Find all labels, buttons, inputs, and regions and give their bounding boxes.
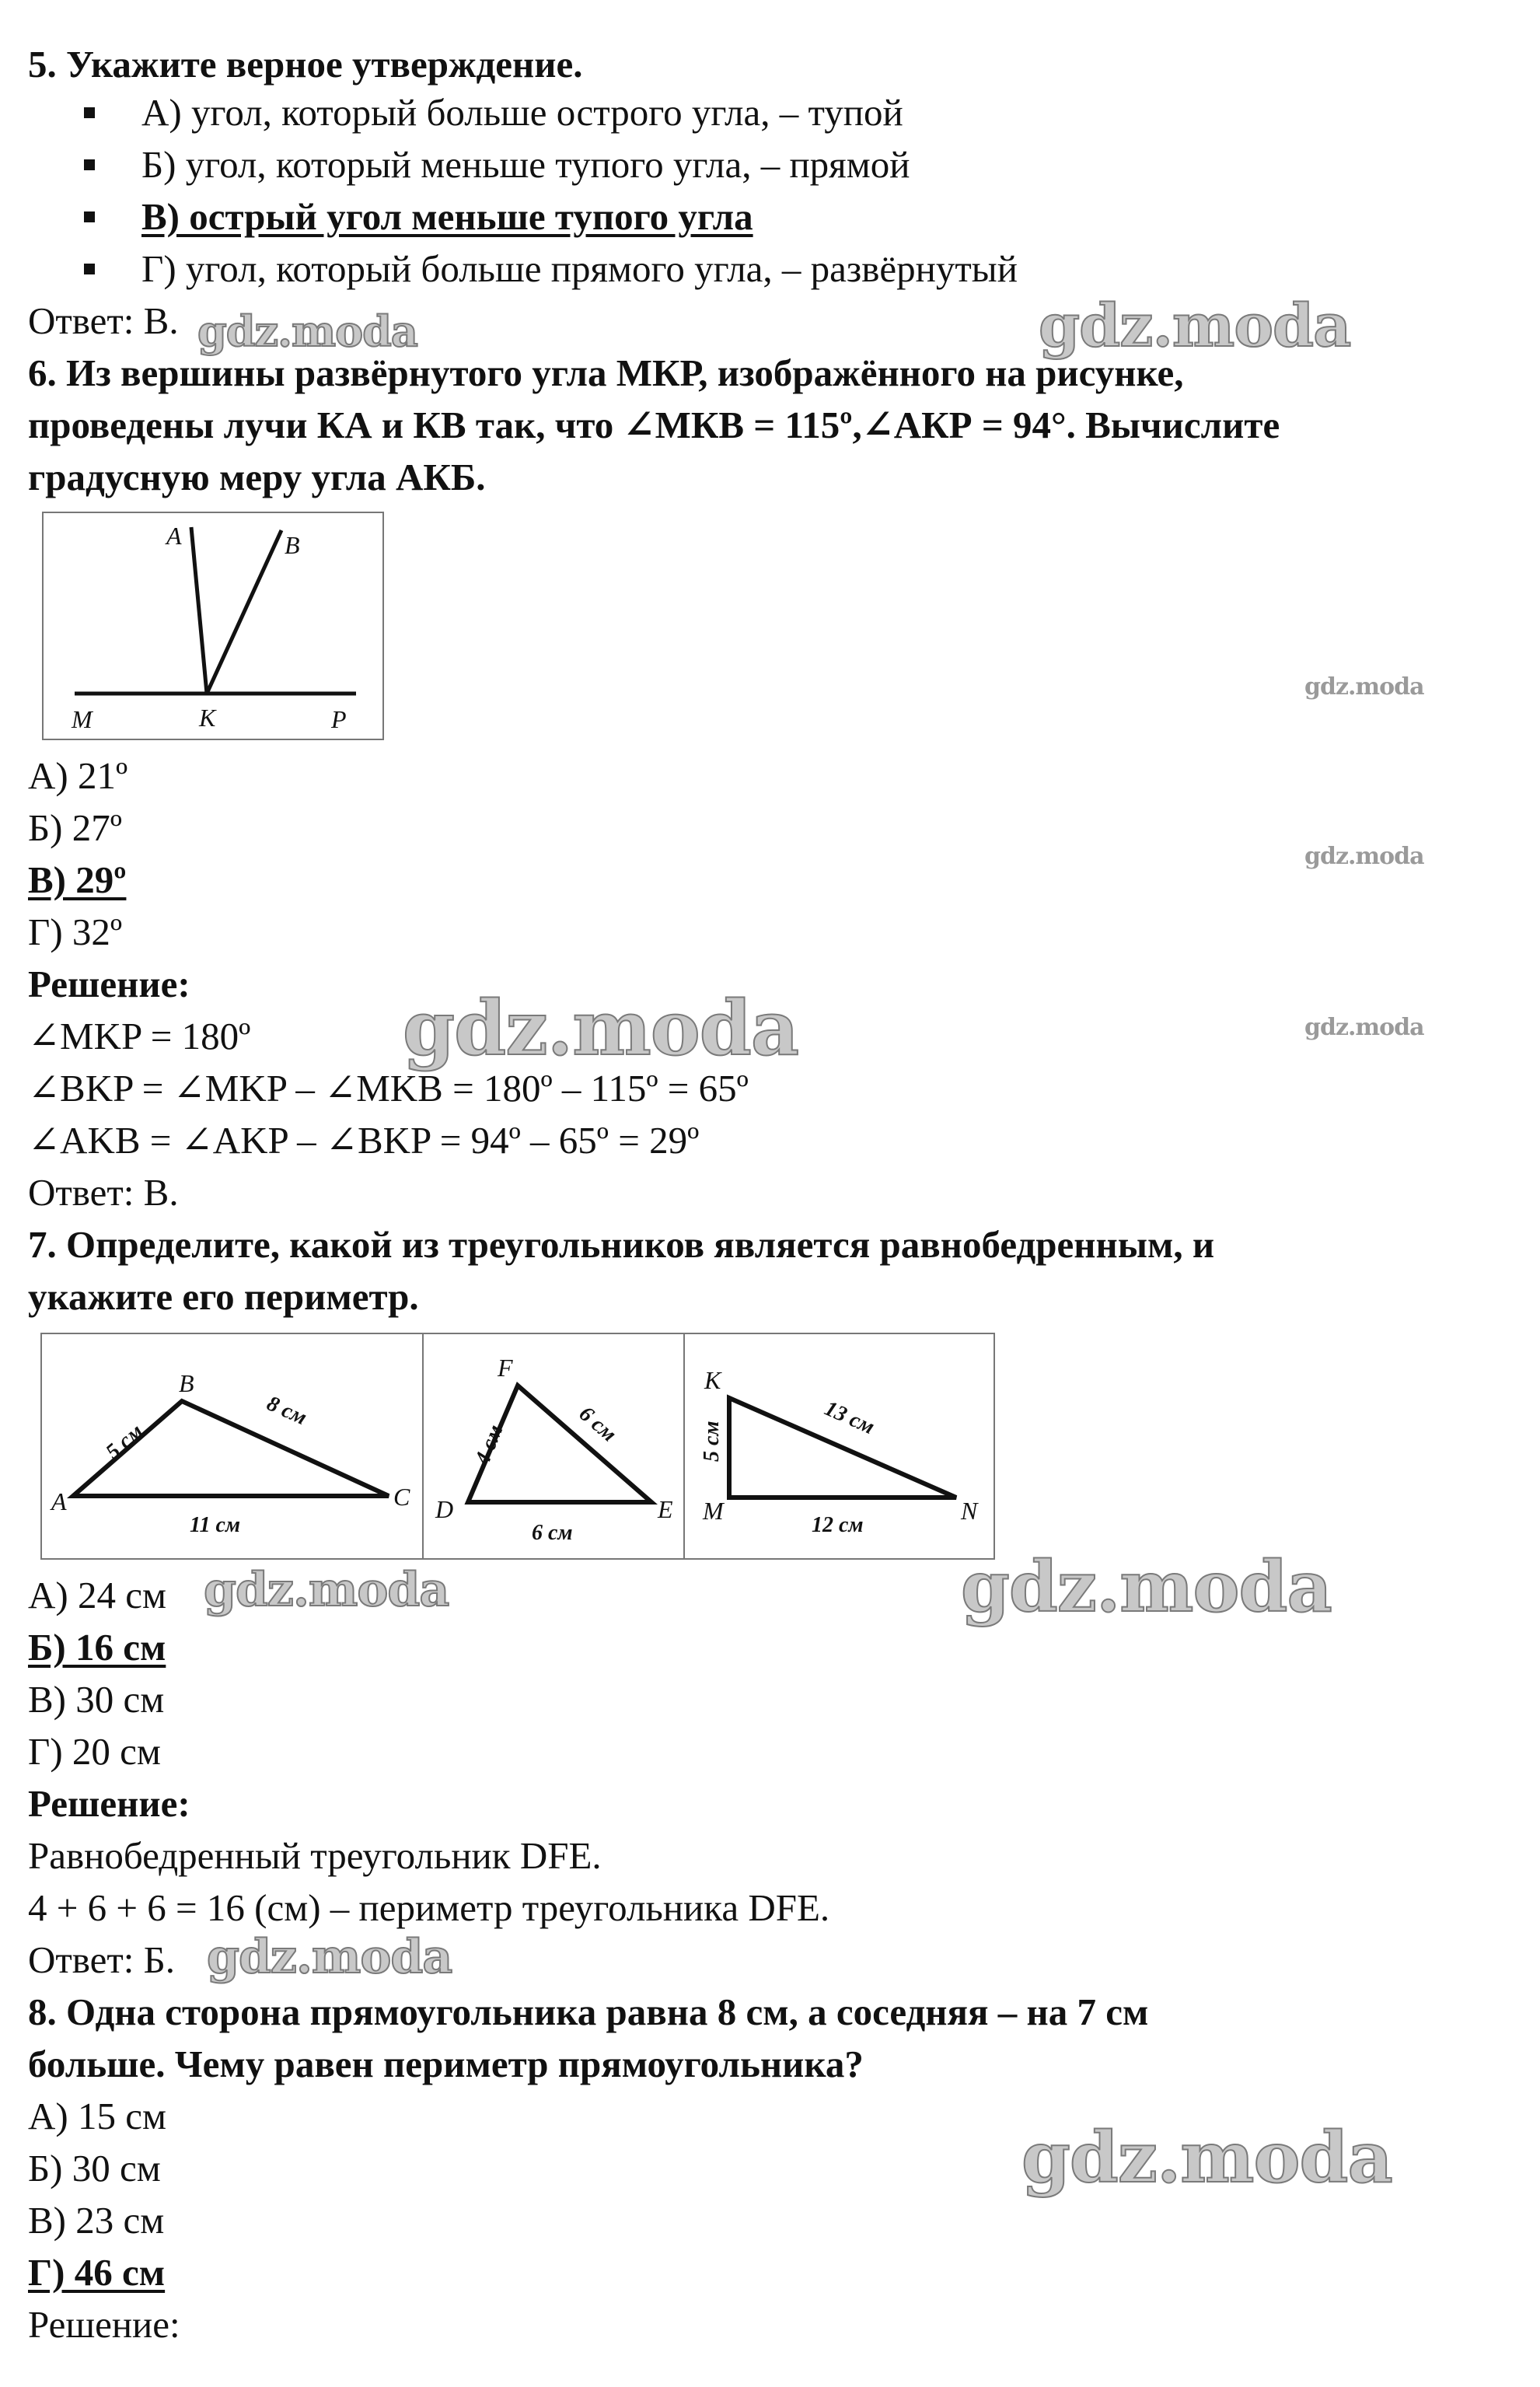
- watermark: gdz.moda: [961, 1546, 1332, 1628]
- label-b: B: [179, 1369, 194, 1397]
- question-6-line-1: 6. Из вершины развёрнутого угла МКР, изображённого на рисунке,: [28, 351, 1184, 394]
- q5-option-b: Б) угол, который меньше тупого угла, – прямой: [141, 143, 910, 186]
- q6-solution-line-2: ∠BKP = ∠MKP – ∠MKB = 180º – 115º = 65º: [28, 1067, 749, 1110]
- label-k: K: [704, 1366, 721, 1394]
- label-e: E: [658, 1495, 673, 1523]
- q7-solution-line-1: Равнобедренный треугольник DFE.: [28, 1834, 602, 1877]
- label-m: M: [703, 1497, 724, 1525]
- label-k: K: [199, 704, 216, 732]
- label-a: A: [51, 1487, 67, 1515]
- label-ac: 11 см: [190, 1513, 241, 1537]
- q6-solution-line-1: ∠MKP = 180º: [28, 1015, 251, 1057]
- watermark: gdz.moda: [1304, 1014, 1424, 1041]
- q5-option-c-correct: В) острый угол меньше тупого угла: [141, 195, 753, 238]
- q7-answer: Ответ: Б.: [28, 1938, 176, 1981]
- label-df: 4 см: [470, 1421, 508, 1469]
- label-ab: 5 см: [101, 1419, 148, 1465]
- q6-option-a: А) 21º: [28, 754, 128, 797]
- q6-solution-label: Решение:: [28, 963, 190, 1005]
- label-km: 5 см: [700, 1421, 724, 1462]
- watermark: gdz.moda: [207, 1930, 452, 1984]
- label-mn: 12 см: [812, 1513, 864, 1537]
- q6-answer: Ответ: В.: [28, 1171, 179, 1214]
- label-m: M: [72, 705, 93, 733]
- label-de: 6 см: [532, 1521, 573, 1545]
- watermark: gdz.moda: [1304, 673, 1424, 701]
- label-d: D: [435, 1495, 454, 1523]
- label-bc: 8 см: [263, 1391, 311, 1431]
- q7-solution-line-2: 4 + 6 + 6 = 16 (см) – периметр треугольника DFE.: [28, 1886, 830, 1929]
- label-kn: 13 см: [821, 1396, 878, 1440]
- q8-option-a: А) 15 см: [28, 2095, 166, 2137]
- question-6-line-3: градусную меру угла АКБ.: [28, 456, 486, 498]
- label-b: B: [285, 531, 300, 559]
- question-8-line-1: 8. Одна сторона прямоугольника равна 8 см, а соседняя – на 7 см: [28, 1990, 1149, 2033]
- ray-ka: [191, 527, 207, 694]
- label-a: A: [166, 522, 182, 550]
- q6-option-b: Б) 27º: [28, 806, 122, 849]
- question-7-line-2: укажите его периметр.: [28, 1275, 419, 1318]
- q6-option-d: Г) 32º: [28, 910, 123, 953]
- q8-option-b: Б) 30 см: [28, 2147, 161, 2190]
- watermark: gdz.moda: [403, 984, 799, 1072]
- question-6-line-2: проведены лучи КА и КВ так, что ∠МКВ = 115º,∠АКР = 94°. Вычислите: [28, 404, 1280, 446]
- q5-option-d: Г) угол, который больше прямого угла, – развёрнутый: [141, 247, 1018, 290]
- q7-option-a: А) 24 см: [28, 1574, 166, 1616]
- label-n: N: [961, 1497, 978, 1525]
- question-8-line-2: больше. Чему равен периметр прямоугольника?: [28, 2043, 864, 2085]
- ray-kb: [207, 530, 281, 694]
- bullet-icon: [84, 264, 95, 274]
- q8-option-c: В) 23 см: [28, 2199, 165, 2242]
- watermark: gdz.moda: [197, 306, 417, 356]
- q7-solution-label: Решение:: [28, 1782, 190, 1825]
- q7-option-b-correct: Б) 16 см: [28, 1626, 166, 1669]
- angle-figure: [42, 512, 384, 740]
- q8-solution-label: Решение:: [28, 2303, 180, 2346]
- q5-option-a: А) угол, который больше острого угла, – тупой: [141, 91, 903, 134]
- label-c: C: [393, 1483, 410, 1511]
- q5-answer: Ответ: В.: [28, 299, 179, 342]
- label-f: F: [498, 1354, 513, 1382]
- bullet-icon: [84, 211, 95, 222]
- q7-option-d: Г) 20 см: [28, 1730, 161, 1773]
- q8-option-d-correct: Г) 46 см: [28, 2251, 166, 2294]
- bullet-icon: [84, 159, 95, 170]
- q6-solution-line-3: ∠AKB = ∠AKP – ∠BKP = 94º – 65º = 29º: [28, 1119, 700, 1162]
- watermark: gdz.moda: [1304, 843, 1424, 870]
- triangles-figure: [40, 1333, 995, 1560]
- q7-option-c: В) 30 см: [28, 1678, 165, 1721]
- label-fe: 6 см: [574, 1401, 621, 1447]
- label-p: P: [331, 705, 347, 733]
- question-7-line-1: 7. Определите, какой из треугольников является равнобедренным, и: [28, 1223, 1215, 1266]
- question-5-title: 5. Укажите верное утверждение.: [28, 43, 583, 86]
- watermark: gdz.moda: [1039, 291, 1351, 360]
- bullet-icon: [84, 107, 95, 118]
- q6-option-c-correct: В) 29º: [28, 858, 127, 901]
- watermark: gdz.moda: [1021, 2116, 1392, 2199]
- watermark: gdz.moda: [204, 1563, 449, 1617]
